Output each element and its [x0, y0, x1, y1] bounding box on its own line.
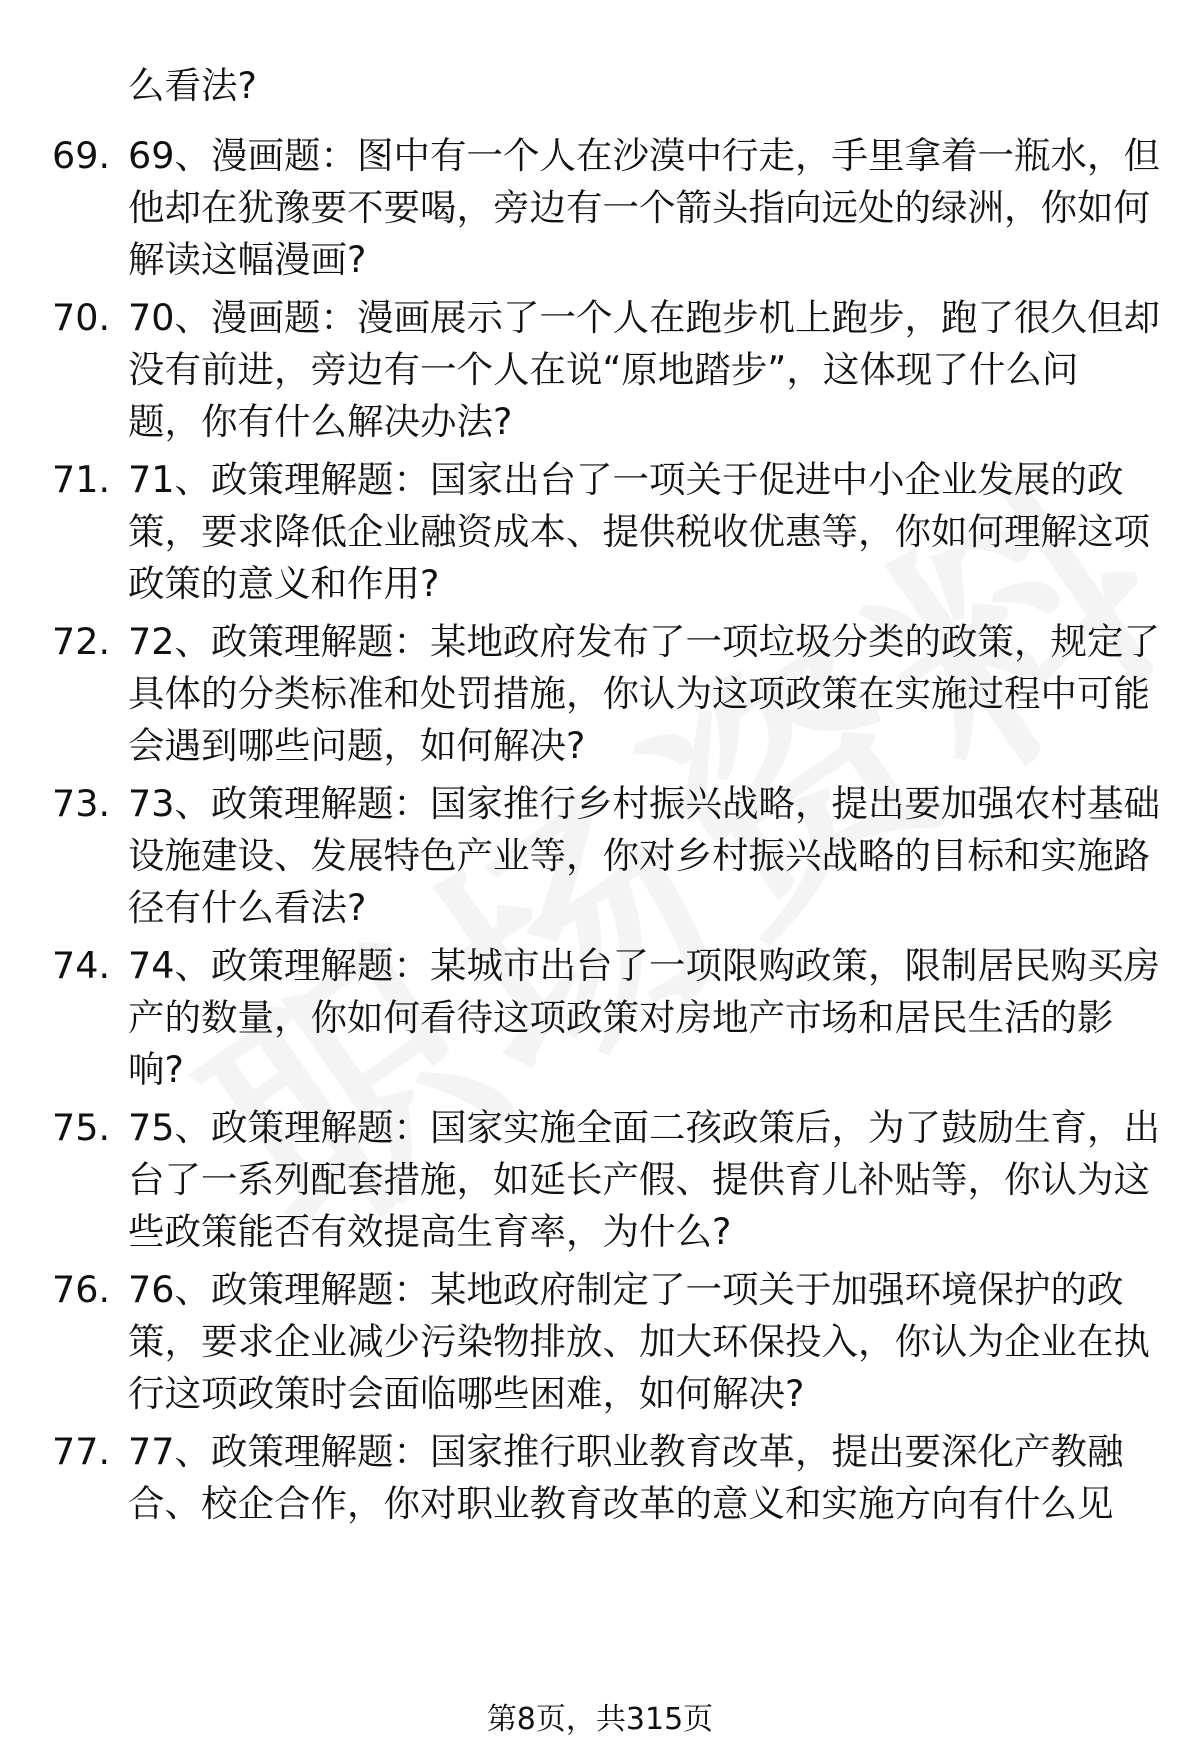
question-text: [128, 778, 1160, 934]
question-line: 产的数量，你如何看待这项政策对房地产市场和居民生活的影: [128, 996, 1114, 1039]
question-line: 74、政策理解题：某城市出台了一项限购政策，限制居民购买房: [128, 944, 1160, 987]
question-number: 74.: [52, 944, 111, 987]
question-line: 69、漫画题：图中有一个人在沙漠中行走，手里拿着一瓶水，但: [128, 134, 1160, 177]
question-text: [128, 940, 1160, 1096]
question-line: 题，你有什么解决办法?: [128, 400, 513, 443]
question-number: 71.: [52, 458, 111, 501]
question-line: 些政策能否有效提高生育率，为什么?: [128, 1210, 732, 1253]
question-line: 合、校企合作，你对职业教育改革的意义和实施方向有什么见: [128, 1482, 1114, 1525]
question-number: 76.: [52, 1268, 111, 1311]
question-line: 行这项政策时会面临哪些困难，如何解决?: [128, 1372, 805, 1415]
question-line: 会遇到哪些问题，如何解决?: [128, 724, 586, 767]
question-text: [128, 130, 1160, 286]
question-line: 他却在犹豫要不要喝，旁边有一个箭头指向远处的绿洲，你如何: [128, 186, 1150, 229]
question-line: 台了一系列配套措施，如延长产假、提供育儿补贴等，你认为这: [128, 1158, 1150, 1201]
question-number: 73.: [52, 782, 111, 825]
question-line: 没有前进，旁边有一个人在说“原地踏步”，这体现了什么问: [128, 348, 1079, 391]
question-line: 具体的分类标准和处罚措施，你认为这项政策在实施过程中可能: [128, 672, 1150, 715]
question-line: 响?: [128, 1048, 184, 1091]
question-line: 77、政策理解题：国家推行职业教育改革，提出要深化产教融: [128, 1430, 1124, 1473]
question-line: 76、政策理解题：某地政府制定了一项关于加强环境保护的政: [128, 1268, 1124, 1311]
question-line: 解读这幅漫画?: [128, 238, 367, 281]
question-line: 73、政策理解题：国家推行乡村振兴战略，提出要加强农村基础: [128, 782, 1160, 825]
question-number: 70.: [52, 296, 111, 339]
question-text: [128, 1102, 1160, 1258]
question-line: 70、漫画题：漫画展示了一个人在跑步机上跑步，跑了很久但却: [128, 296, 1160, 339]
question-line: 75、政策理解题：国家实施全面二孩政策后，为了鼓励生育，出: [128, 1106, 1160, 1149]
question-number: 69.: [52, 134, 111, 177]
question-number: 72.: [52, 620, 111, 663]
question-line: 径有什么看法?: [128, 886, 367, 929]
question-text: [128, 292, 1160, 448]
question-number: 75.: [52, 1106, 111, 1149]
question-line: 设施建设、发展特色产业等，你对乡村振兴战略的目标和实施路: [128, 834, 1150, 877]
question-line: 策，要求降低企业融资成本、提供税收优惠等，你如何理解这项: [128, 510, 1150, 553]
page-footer: 第8页，共315页: [486, 1702, 714, 1737]
question-line: 策，要求企业减少污染物排放、加大环保投入，你认为企业在执: [128, 1320, 1150, 1363]
question-text: [128, 616, 1160, 772]
continued-line: 么看法?: [128, 64, 257, 107]
question-number: 77.: [52, 1430, 111, 1473]
question-line: 政策的意义和作用?: [128, 562, 440, 605]
continued-text: [128, 60, 1148, 112]
question-line: 72、政策理解题：某地政府发布了一项垃圾分类的政策，规定了: [128, 620, 1160, 663]
question-text: [128, 454, 1148, 610]
question-text: [128, 1426, 1148, 1530]
question-line: 71、政策理解题：国家出台了一项关于促进中小企业发展的政: [128, 458, 1124, 501]
question-text: [128, 1264, 1148, 1420]
